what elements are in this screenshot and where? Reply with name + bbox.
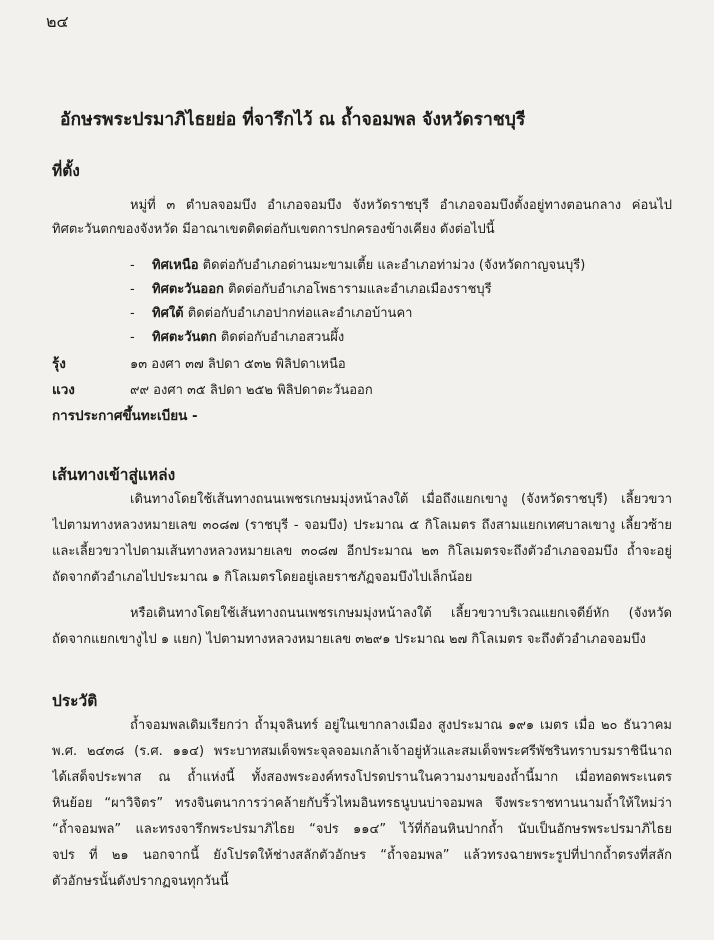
history-paragraph-line: ตัวอักษรนั้นดังปรากฏจนทุกวันนี้ — [52, 874, 229, 889]
history-paragraph-line: จปร ที่ ๒๑ นอกจากนี้ ยังโปรดให้ช่างสลักตัวอักษร “ถ้ำจอมพล” แล้วทรงฉายพระรูปที่ปากถ้ำตรงที่สลัก — [52, 848, 672, 863]
bullet-dash: - — [130, 258, 135, 273]
longitude-label: แวง — [52, 382, 75, 398]
border-label: ทิศใต้ — [152, 306, 184, 321]
history-paragraph-line: พ.ศ. ๒๔๓๘ (ร.ศ. ๑๑๔) พระบาทสมเด็จพระจุลจอมเกล้าเจ้าอยู่หัวและสมเด็จพระศรีพัชรินทราบรมราชินีนาถ — [52, 744, 672, 759]
longitude-value: ๙๙ องศา ๓๕ ลิปดา ๒๕๒ พิลิปดาตะวันออก — [130, 383, 373, 398]
location-heading: ที่ตั้ง — [52, 162, 80, 180]
border-text: ติดต่อกับอำเภอด่านมะขามเตี้ย และอำเภอท่าม่วง (จังหวัดกาญจนบุรี) — [202, 258, 586, 273]
history-paragraph-line: ได้เสด็จประพาส ณ ถ้ำแห่งนี้ ทั้งสองพระองค์ทรงโปรดปรานในความงามของถ้ำนี้มาก เมื่อทอดพระเนตร — [52, 770, 672, 785]
history-paragraph-line: หินย้อย “ผาวิจิตร” ทรงจินตนาการว่าคล้ายกับริ้วไหมอินทรธนูบนบ่าจอมพล จึงพระราชทานนามถ้ำให้ใหม่ว่า — [52, 796, 672, 811]
location-paragraph-line: ทิศตะวันตกของจังหวัด มีอาณาเขตติดต่อกับเขตการปกครองข้างเคียง ดังต่อไปนี้ — [52, 222, 495, 237]
bullet-dash: - — [130, 306, 135, 321]
location-paragraph-line: หมู่ที่ ๓ ตำบลจอมบึง อำเภอจอมบึง จังหวัดราชบุรี อำเภอจอมบึงตั้งอยู่ทางตอนกลาง ค่อนไป — [130, 198, 672, 213]
border-item-south — [130, 302, 412, 323]
border-text: ติดต่อกับอำเภอโพธารามและอำเภอเมืองราชบุรี — [228, 282, 492, 297]
route-paragraph-line: ไปตามทางหลวงหมายเลข ๓๐๘๗ (ราชบุรี - จอมบึง) ประมาณ ๕ กิโลเมตร ถึงสามแยกเทศบาลเขางู เลี้ยวซ้าย — [52, 518, 672, 533]
border-label: ทิศตะวันออก — [152, 282, 224, 297]
registration-label: การประกาศขึ้นทะเบียน - — [52, 408, 198, 424]
border-text: ติดต่อกับอำเภอปากท่อและอำเภอบ้านคา — [187, 306, 413, 321]
border-item-west — [130, 326, 344, 347]
border-item-north — [130, 254, 585, 275]
page-number: ๒๔ — [46, 12, 69, 31]
route-paragraph-line: ถัดจากแยกเขางูไป ๑ แยก) ไปตามทางหลวงหมายเลข ๓๒๙๑ ประมาณ ๒๗ กิโลเมตร จะถึงตัวอำเภอจอมบึง — [52, 632, 646, 647]
border-label: ทิศตะวันตก — [152, 330, 217, 345]
history-paragraph-line: “ถ้ำจอมพล” และทรงจารึกพระปรมาภิไธย “จปร ๑๑๔” ไว้ที่ก้อนหินปากถ้ำ นับเป็นอักษรพระปรมาภิไธย — [52, 822, 672, 837]
route-paragraph-line: และเลี้ยวขวาไปตามเส้นทางหลวงหมายเลข ๓๐๘๗ อีกประมาณ ๒๓ กิโลเมตรจะถึงตัวอำเภอจอมบึง ถ้ำจะอยู่ — [52, 544, 672, 559]
route-heading: เส้นทางเข้าสู่แหล่ง — [52, 466, 176, 484]
border-label: ทิศเหนือ — [152, 258, 199, 273]
border-text: ติดต่อกับอำเภอสวนผึ้ง — [220, 330, 345, 345]
latitude-value: ๑๓ องศา ๓๗ ลิปดา ๕๓๒ พิลิปดาเหนือ — [130, 357, 346, 372]
border-item-east — [130, 278, 492, 299]
latitude-label: รุ้ง — [52, 356, 66, 372]
bullet-dash: - — [130, 282, 135, 297]
route-paragraph-line: หรือเดินทางโดยใช้เส้นทางถนนเพชรเกษมมุ่งหน้าลงใต้ เลี้ยวขวาบริเวณแยกเจดีย์หัก (จังหวัด — [130, 606, 672, 621]
bullet-dash: - — [130, 330, 135, 345]
history-heading: ประวัติ — [52, 692, 98, 710]
page-title: อักษรพระปรมาภิไธยย่อ ที่จารึกไว้ ณ ถ้ำจอมพล จังหวัดราชบุรี — [60, 110, 526, 130]
route-paragraph-line: ถัดจากตัวอำเภอไปประมาณ ๑ กิโลเมตรโดยอยู่เลยราชภัฏจอมบึงไปเล็กน้อย — [52, 570, 473, 585]
route-paragraph-line: เดินทางโดยใช้เส้นทางถนนเพชรเกษมมุ่งหน้าลงใต้ เมื่อถึงแยกเขางู (จังหวัดราชบุรี) เลี้ยวขวา — [130, 492, 672, 507]
history-paragraph-line: ถ้ำจอมพลเดิมเรียกว่า ถ้ำมุจลินทร์ อยู่ในเขากลางเมือง สูงประมาณ ๑๙๑ เมตร เมื่อ ๒๐ ธันวาคม — [130, 718, 672, 733]
